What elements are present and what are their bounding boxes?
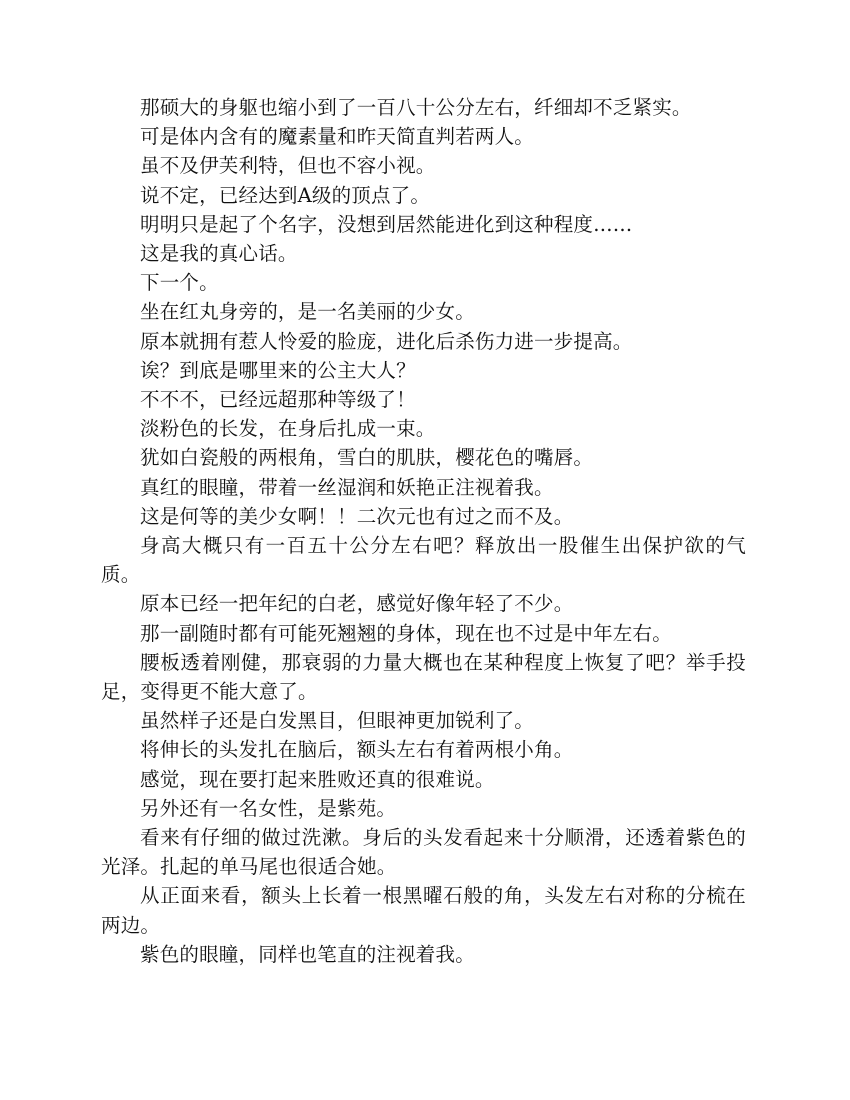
paragraph: 腰板透着刚健，那衰弱的力量大概也在某种程度上恢复了吧？举手投足，变得更不能大意了。: [101, 650, 746, 704]
document-body: [101, 93, 746, 969]
paragraph: 虽然样子还是白发黑目，但眼神更加锐利了。: [140, 709, 535, 733]
paragraph: 那一副随时都有可能死翘翘的身体，现在也不过是中年左右。: [140, 621, 672, 645]
paragraph: 下一个。: [140, 271, 219, 295]
paragraph: 犹如白瓷般的两根角，雪白的肌肤，樱花色的嘴唇。: [140, 446, 594, 470]
paragraph: 那硕大的身躯也缩小到了一百八十公分左右，纤细却不乏紧实。: [140, 96, 692, 119]
paragraph: 从正面来看，额头上长着一根黑曜石般的角，头发左右对称的分梳在两边。: [101, 884, 746, 937]
paragraph: 真红的眼瞳，带着一丝湿润和妖艳正注视着我。: [140, 475, 554, 499]
paragraph: 另外还有一名女性，是紫苑。: [140, 796, 397, 820]
paragraph: 淡粉色的长发，在身后扎成一束。: [140, 417, 436, 441]
paragraph: 坐在红丸身旁的，是一名美丽的少女。: [140, 300, 475, 324]
paragraph: 紫色的眼瞳，同样也笔直的注视着我。: [140, 942, 475, 966]
paragraph: 明明只是起了个名字，没想到居然能进化到这种程度……: [140, 212, 633, 236]
paragraph: 原本就拥有惹人怜爱的脸庞，进化后杀伤力进一步提高。: [140, 329, 633, 353]
paragraph: 这是我的真心话。: [140, 242, 298, 266]
paragraph: 这是何等的美少女啊！！二次元也有过之而不及。: [140, 504, 574, 528]
paragraph: 将伸长的头发扎在脑后，额头左右有着两根小角。: [140, 738, 574, 762]
paragraph: 虽不及伊芙利特，但也不容小视。: [140, 154, 436, 178]
paragraph: 看来有仔细的做过洗漱。身后的头发看起来十分顺滑，还透着紫色的光泽。扎起的单马尾也很适合她。: [101, 826, 746, 879]
paragraph: 说不定，已经达到A级的顶点了。: [140, 183, 431, 207]
paragraph: 身高大概只有一百五十公分左右吧？释放出一股催生出保护欲的气质。: [101, 534, 746, 587]
paragraph: 不不不，已经远超那种等级了！: [140, 388, 416, 412]
paragraph: 诶？到底是哪里来的公主大人？: [140, 358, 416, 382]
paragraph: 原本已经一把年纪的白老，感觉好像年轻了不少。: [140, 592, 574, 616]
paragraph: 可是体内含有的魔素量和昨天简直判若两人。: [140, 125, 535, 149]
paragraph: 感觉，现在要打起来胜败还真的很难说。: [140, 767, 495, 791]
